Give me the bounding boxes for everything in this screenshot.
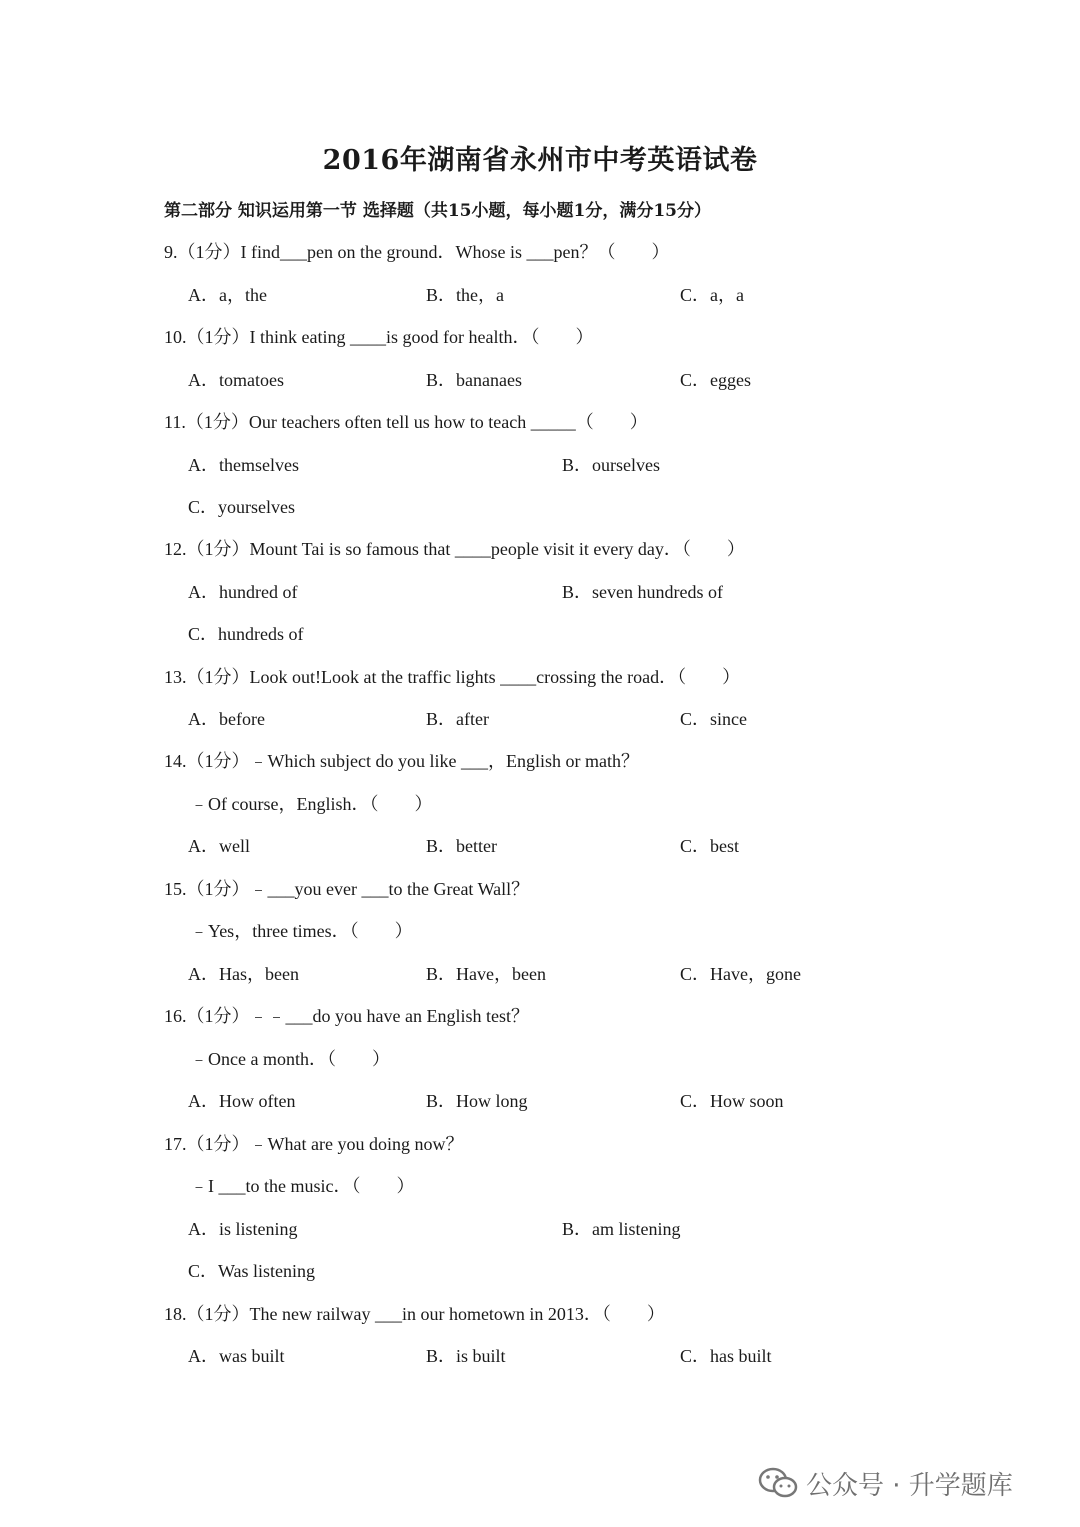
question-12: 12.（1分）Mount Tai is so famous that ____people visit it every day．（ ） [164,539,745,559]
section-heading: 第二部分 知识运用第一节 选择题（共15小题，每小题1分，满分15分） [164,201,711,221]
option-c: C．How soon [680,1091,784,1111]
question-11: 11.（1分）Our teachers often tell us how to teach _____（ ） [164,412,648,432]
question-16: 16.（1分）﹣﹣___do you have an English test？ [164,1006,529,1026]
option-a: A．Has，been [188,964,299,984]
wechat-icon [758,1466,798,1500]
option-b: B．ourselves [562,455,660,475]
option-b: B．after [426,709,489,729]
option-a: A．How often [188,1091,296,1111]
question-18: 18.（1分）The new railway ___in our hometown in 2013．（ ） [164,1304,665,1324]
option-b: B．am listening [562,1219,681,1239]
question-9: 9.（1分）I find___pen on the ground．Whose is ___pen？（ ） [164,242,670,262]
option-c: C．since [680,709,747,729]
option-c: C．a，a [680,285,744,305]
question-17-reply: ﹣I ___to the music．（ ） [190,1176,415,1196]
question-13: 13.（1分）Look out!Look at the traffic lights ____crossing the road．（ ） [164,667,741,687]
option-a: A．hundred of [188,582,298,602]
option-a: A．before [188,709,265,729]
option-c: C．Was listening [188,1261,316,1281]
option-a: A．well [188,836,250,856]
question-14: 14.（1分）﹣Which subject do you like ___，English or math？ [164,751,639,771]
option-c: C．egges [680,370,751,390]
option-b: B．the，a [426,285,504,305]
option-c: C．has built [680,1346,772,1366]
option-c: C．Have，gone [680,964,801,984]
question-15-reply: ﹣Yes，three times．（ ） [190,921,413,941]
option-b: B．Have，been [426,964,546,984]
question-16-reply: ﹣Once a month．（ ） [190,1049,390,1069]
question-10: 10.（1分）I think eating ____is good for health．（ ） [164,327,594,347]
option-b: B．is built [426,1346,506,1366]
option-b: B．seven hundreds of [562,582,723,602]
question-14-reply: ﹣Of course，English．（ ） [190,794,433,814]
option-a: A．tomatoes [188,370,284,390]
option-b: B．bananaes [426,370,522,390]
option-b: B．How long [426,1091,528,1111]
option-a: A．a，the [188,285,267,305]
option-c: C．yourselves [188,497,295,517]
question-15: 15.（1分）﹣___you ever ___to the Great Wall？ [164,879,530,899]
option-a: A．was built [188,1346,285,1366]
question-17: 17.（1分）﹣What are you doing now？ [164,1134,464,1154]
option-c: C．best [680,836,740,856]
option-a: A．themselves [188,455,299,475]
page-title: 2016年湖南省永州市中考英语试卷 [322,145,758,176]
watermark [758,1465,1013,1501]
option-b: B．better [426,836,497,856]
option-a: A．is listening [188,1219,298,1239]
option-c: C．hundreds of [188,624,304,644]
watermark-text: 公众号 · 升学题库 [806,1470,1013,1501]
